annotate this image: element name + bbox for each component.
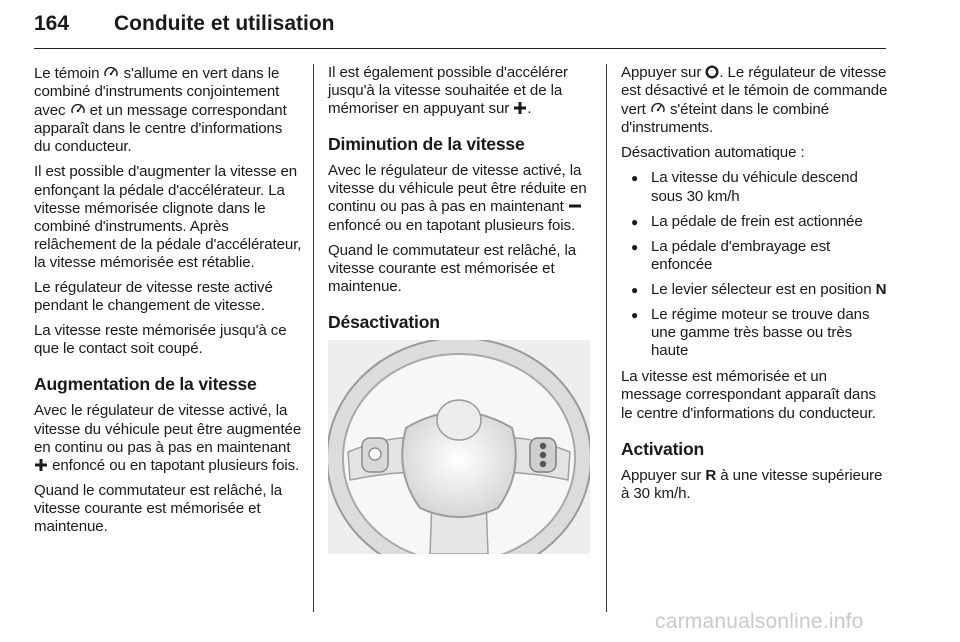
list-item: ● La pédale d'embrayage est enfoncée bbox=[621, 238, 889, 274]
cruise-control-icon bbox=[70, 101, 86, 117]
paragraph: Avec le régulateur de vitesse activé, la vitesse du véhicule peut être augmentée en continu ou pas à pas en maintenant enfoncé ou en tapotant plusieurs fois. bbox=[34, 402, 302, 474]
watermark: carmanualsonline.info bbox=[655, 610, 864, 633]
column-right bbox=[621, 64, 889, 510]
section-heading: Augmentation de la vitesse bbox=[34, 374, 257, 395]
paragraph: Avec le régulateur de vitesse activé, la vitesse du véhicule peut être réduite en continu ou pas à pas en maintenant enfoncé ou en tapotant plusieurs fois. bbox=[328, 162, 587, 234]
page-number: 164 bbox=[34, 12, 70, 35]
bullet-list bbox=[621, 169, 889, 360]
list-item: ● Le levier sélecteur est en position N bbox=[621, 281, 889, 299]
section-heading: Désactivation bbox=[328, 311, 440, 332]
column-divider bbox=[606, 64, 607, 612]
section-heading: Activation bbox=[621, 438, 705, 459]
paragraph: La vitesse est mémorisée et un message correspondant apparaît dans le centre d'informations du conducteur. bbox=[621, 368, 876, 422]
list-item: ● La vitesse du véhicule descend sous 30 km/h bbox=[621, 169, 889, 205]
list-item: ● La pédale de frein est actionnée bbox=[621, 213, 889, 231]
column-divider bbox=[313, 64, 314, 612]
plus-icon bbox=[513, 101, 527, 115]
paragraph: Quand le commutateur est relâché, la vitesse courante est mémorisée et maintenue. bbox=[328, 241, 577, 295]
paragraph: Le régulateur de vitesse reste activé pendant le changement de vitesse. bbox=[34, 279, 273, 315]
column-left bbox=[34, 64, 302, 543]
paragraph: Désactivation automatique : bbox=[621, 144, 805, 162]
column-middle bbox=[328, 64, 590, 554]
paragraph: La vitesse reste mémorisée jusqu'à ce que le contact soit coupé. bbox=[34, 322, 287, 358]
cruise-control-icon bbox=[103, 64, 119, 80]
gear-letter: N bbox=[875, 280, 887, 298]
steering-wheel-illustration bbox=[328, 340, 590, 554]
paragraph: Il est également possible d'accélérer jusqu'à la vitesse souhaitée et de la mémoriser en appuyant sur . bbox=[328, 64, 568, 118]
paragraph: Il est possible d'augmenter la vitesse en enfonçant la pédale d'accélérateur. La vitesse mémorisée clignote dans le combiné d'instruments. Après relâchement de la pédale d'accélérateur, la vitesse mémorisée est rétablie. bbox=[34, 163, 302, 271]
chapter-title: Conduite et utilisation bbox=[114, 12, 335, 35]
plus-icon bbox=[34, 458, 48, 472]
button-letter: R bbox=[705, 466, 717, 484]
paragraph: Quand le commutateur est relâché, la vitesse courante est mémorisée et maintenue. bbox=[34, 481, 283, 535]
paragraph: Appuyer sur R à une vitesse supérieure à 30 km/h. bbox=[621, 466, 883, 502]
paragraph: Appuyer sur . Le régulateur de vitesse est désactivé et le témoin de commande vert s'éteint dans le combiné d'instruments. bbox=[621, 64, 888, 137]
section-heading: Diminution de la vitesse bbox=[328, 134, 525, 155]
list-item: ● Le régime moteur se trouve dans une gamme très basse ou très haute bbox=[621, 306, 889, 360]
cruise-control-icon bbox=[650, 100, 666, 116]
paragraph: Le témoin s'allume en vert dans le combiné d'instruments conjointement avec et un message correspondant apparaît dans le centre d'informations du conducteur. bbox=[34, 65, 287, 156]
page-header bbox=[34, 4, 886, 49]
minus-icon bbox=[568, 199, 582, 213]
circle-o-icon bbox=[705, 65, 719, 79]
